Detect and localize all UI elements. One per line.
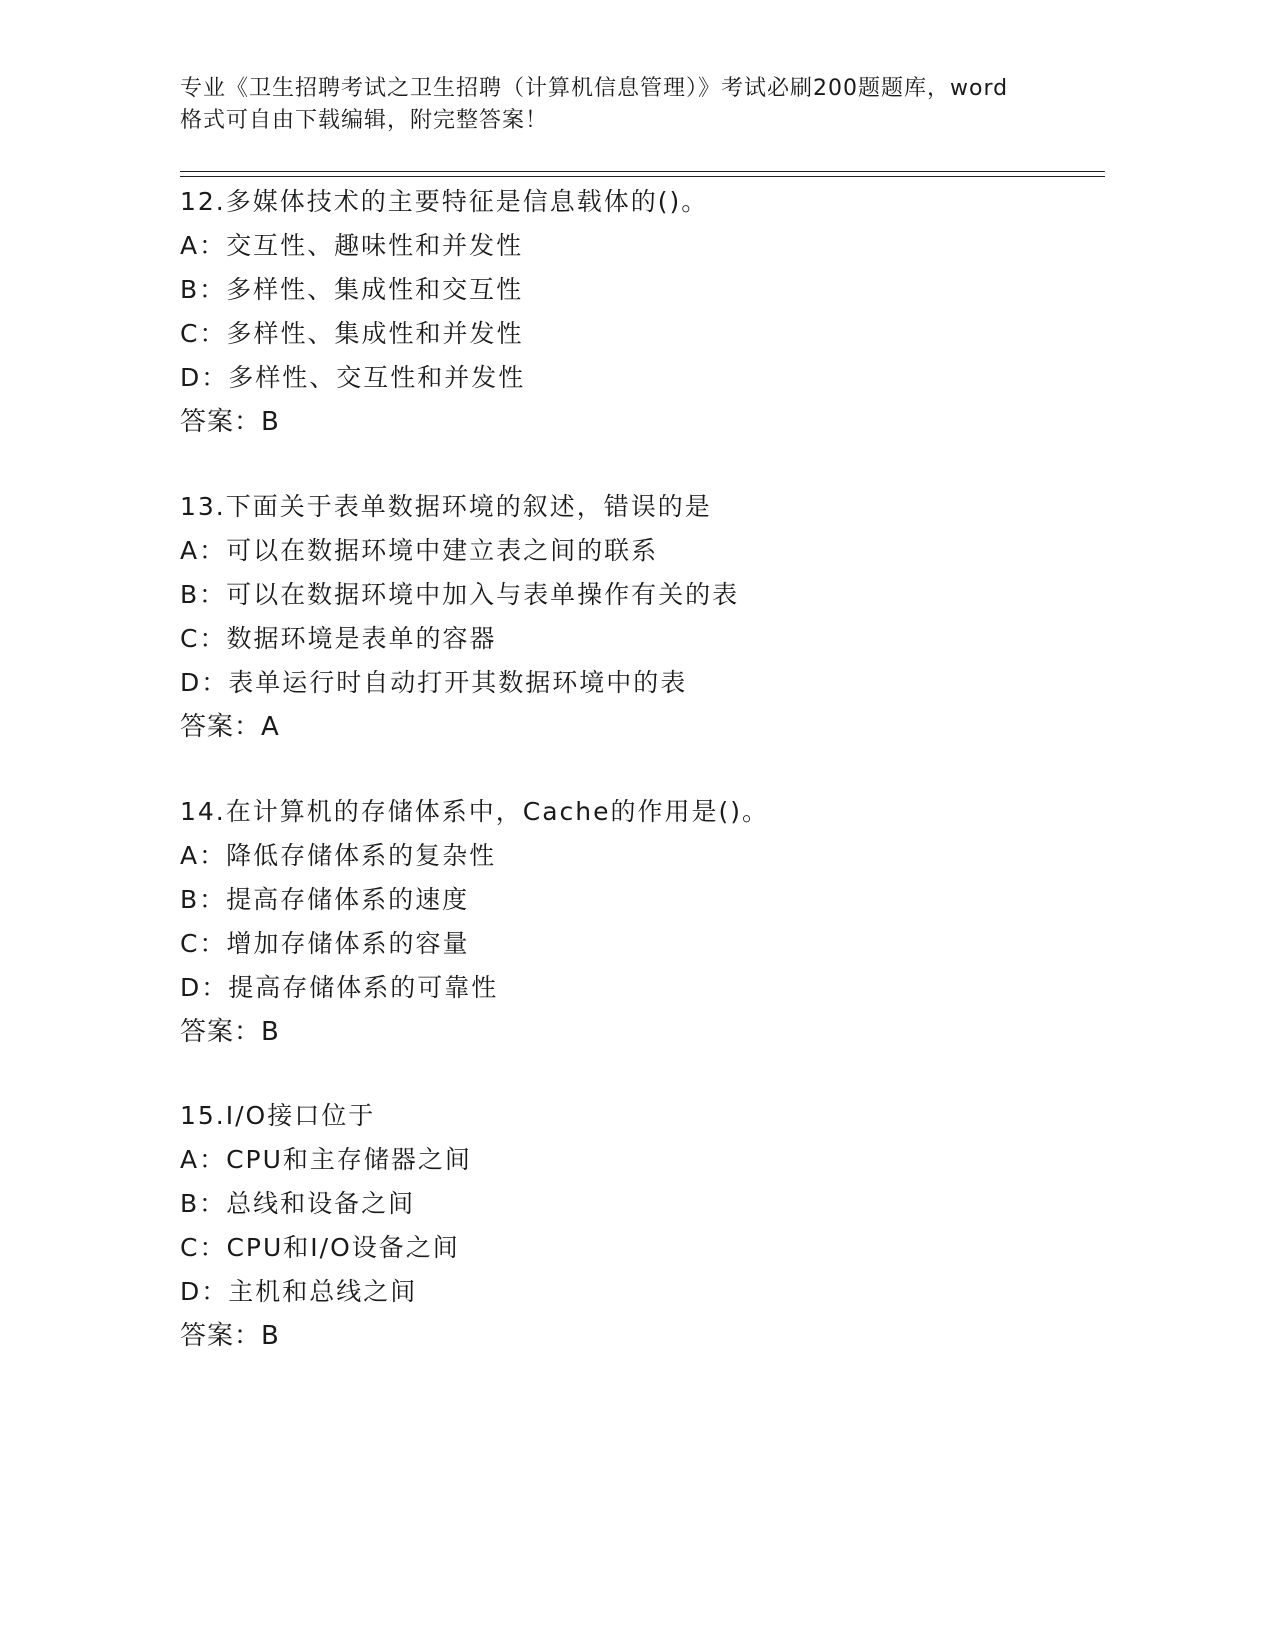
question-stem: 12.多媒体技术的主要特征是信息载体的()。 <box>180 187 709 216</box>
question-14 <box>180 790 1100 1054</box>
option-a: A：降低存储体系的复杂性 <box>180 841 497 870</box>
question-15 <box>180 1094 1100 1358</box>
option-b: B：提高存储体系的速度 <box>180 885 470 914</box>
question-13 <box>180 485 1100 749</box>
option-c: C：多样性、集成性和并发性 <box>180 319 524 348</box>
option-d: D：主机和总线之间 <box>180 1277 418 1306</box>
answer-label: 答案：B <box>180 1321 280 1351</box>
header-line-1: 专业《卫生招聘考试之卫生招聘（计算机信息管理）》考试必刷200题题库，word <box>180 76 1009 101</box>
option-b: B：多样性、集成性和交互性 <box>180 275 524 304</box>
header-divider-top <box>180 171 1105 172</box>
header-divider-bottom <box>180 176 1105 177</box>
option-b: B：总线和设备之间 <box>180 1189 416 1218</box>
answer-label: 答案：B <box>180 1017 280 1047</box>
document-header <box>180 73 1110 137</box>
answer-label: 答案：B <box>180 407 280 437</box>
question-12 <box>180 180 1100 444</box>
option-c: C：CPU和I/O设备之间 <box>180 1233 460 1262</box>
option-a: A：交互性、趣味性和并发性 <box>180 231 524 260</box>
option-d: D：提高存储体系的可靠性 <box>180 973 499 1002</box>
option-b: B：可以在数据环境中加入与表单操作有关的表 <box>180 580 740 609</box>
header-line-2: 格式可自由下载编辑，附完整答案！ <box>180 108 549 133</box>
option-d: D：多样性、交互性和并发性 <box>180 363 526 392</box>
option-c: C：增加存储体系的容量 <box>180 929 470 958</box>
question-stem: 15.I/O接口位于 <box>180 1101 376 1130</box>
option-d: D：表单运行时自动打开其数据环境中的表 <box>180 668 688 697</box>
option-c: C：数据环境是表单的容器 <box>180 624 497 653</box>
question-stem: 13.下面关于表单数据环境的叙述，错误的是 <box>180 492 712 521</box>
option-a: A：可以在数据环境中建立表之间的联系 <box>180 536 659 565</box>
question-stem: 14.在计算机的存储体系中，Cache的作用是()。 <box>180 797 770 826</box>
option-a: A：CPU和主存储器之间 <box>180 1145 472 1174</box>
answer-label: 答案：A <box>180 712 280 742</box>
